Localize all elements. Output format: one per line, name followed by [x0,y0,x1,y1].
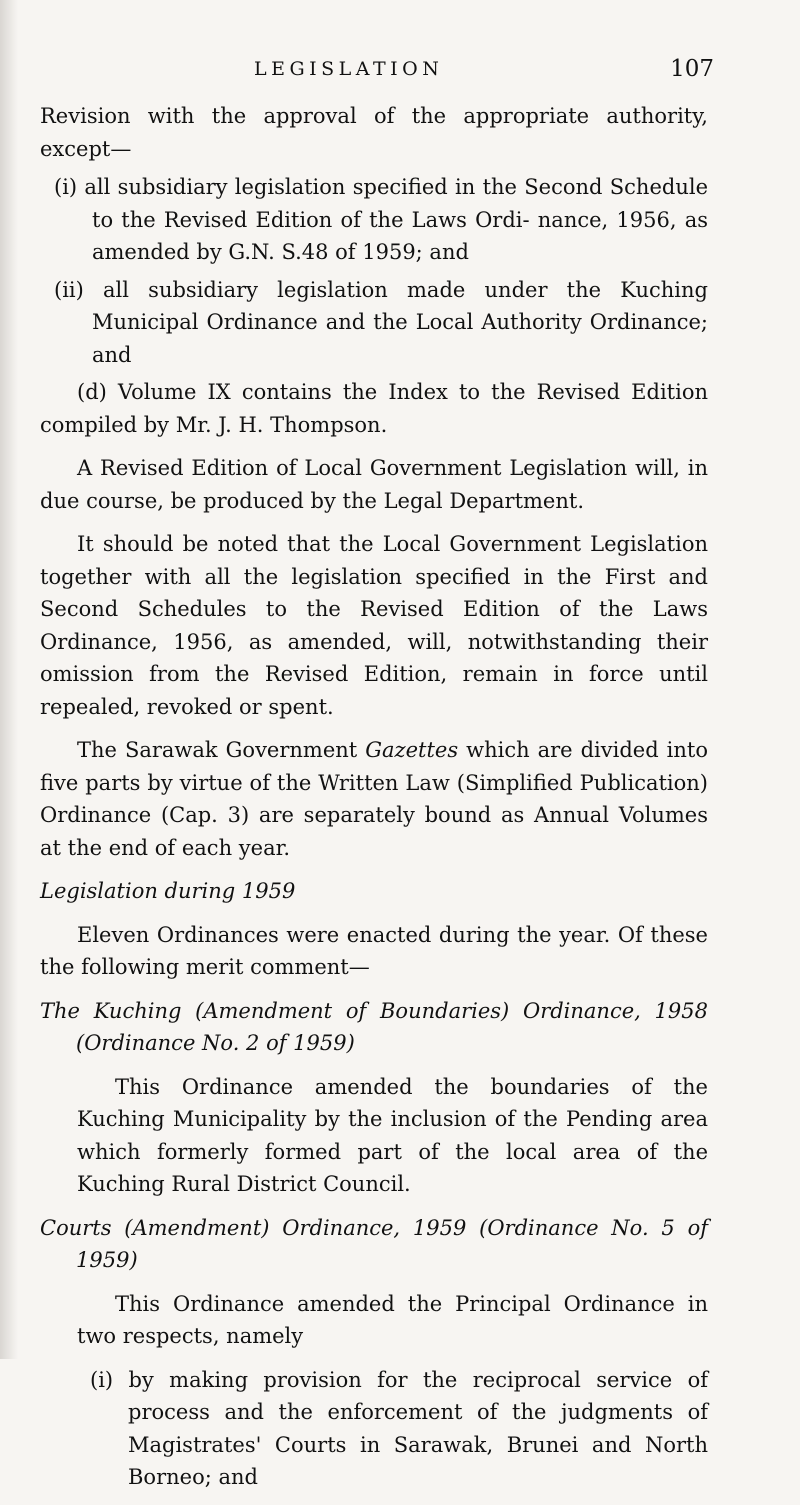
page-binding-shadow [0,0,18,1359]
ordinance-title-kuching: The Kuching (Amendment of Boundaries) Ordinance, 1958 (Ordinance No. 2 of 1959) [40,998,708,1055]
paragraph-revision-except: Revision with the approval of the appropriate authority, except— [40,104,708,161]
ordinance-title-courts: Courts (Amendment) Ordinance, 1959 (Ordinance No. 5 of 1959) [40,1215,708,1272]
running-head: LEGISLATION [254,58,444,80]
section-heading: Legislation during 1959 [40,879,296,903]
courts-list-item-i: (i) by making provision for the reciprocal service of process and the enforcement of the judgments of Magistrates' Courts in Sarawak, Brunei and North Borneo; and [90,1367,708,1489]
paragraph-noted: It should be noted that the Local Government Legislation together with all the legislation specified in the First and Second Schedules to the Revised Edition of the Laws Ordinance, 1956, as amended, will, notwithstanding their omission from the Revised Edition, remain in force until repealed, revoked or spent. [40,532,708,719]
ordinance-body-kuching: This Ordinance amended the boundaries of the Kuching Municipality by the inclusion of the Pending area which formerly formed part of the local area of the Kuching Rural District Council. [77,1074,708,1196]
paragraph-gazettes [40,734,708,864]
gazettes-text-before: The Sarawak Government [77,738,366,762]
paragraph-local-government: A Revised Edition of Local Government Legislation will, in due course, be produced by the Legal Department. [40,456,708,513]
page-header [254,58,714,94]
list-item-i: (i) all subsidiary legislation specified in the Second Schedule to the Revised Edition of the Laws Ordi- nance, 1956, as amended by G.N. S.48 of 1959; and [54,175,708,264]
paragraph-eleven-ordinances: Eleven Ordinances were enacted during the year. Of these the following merit comment— [40,922,708,979]
page-body [40,100,708,1505]
gazettes-italic: Gazettes [365,738,459,762]
gazettes-text-after: which are divided into five parts by virtue of the Written Law (Simplified Publication) Ordinance (Cap. 3) are separately bound as Annual Volumes at the end of each year. [40,738,708,860]
ordinance-body-courts: This Ordinance amended the Principal Ordinance in two respects, namely [77,1291,708,1348]
list-item-ii: (ii) all subsidiary legislation made under the Kuching Municipal Ordinance and the Local Authority Ordinance; and [54,277,708,367]
page-number: 107 [670,56,714,82]
list-item-d: (d) Volume IX contains the Index to the Revised Edition compiled by Mr. J. H. Thompson. [40,380,708,437]
